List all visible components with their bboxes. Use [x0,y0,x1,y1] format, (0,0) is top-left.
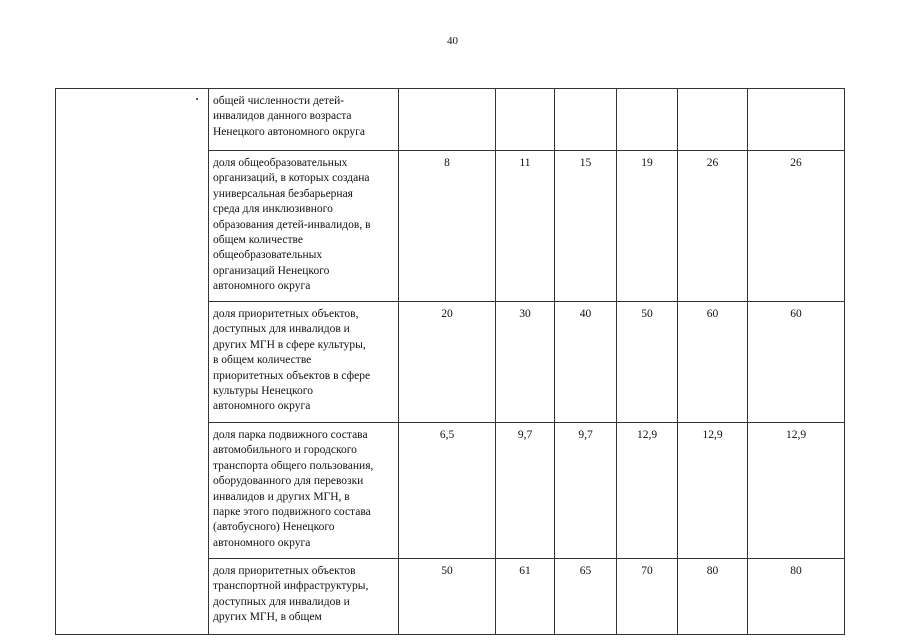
value-cell: 12,9 [748,423,845,559]
value-cell: 70 [617,559,678,635]
description-line: культуры Ненецкого [213,385,313,398]
indicator-description-cell [209,302,399,423]
value-cell [617,89,678,151]
indicator-description-cell [209,423,399,559]
description-line: доступных для инвалидов и [213,595,350,608]
description-line: доля приоритетных объектов [213,565,356,577]
value-cell: 26 [678,151,748,302]
value-cell: 20 [399,302,496,423]
value-cell [748,89,845,151]
value-cell: 60 [748,302,845,423]
value-cell: 12,9 [617,423,678,559]
value-cell: 40 [555,302,617,423]
value-cell: 9,7 [496,423,555,559]
indicator-description-cell [209,89,399,151]
description-line: общей численности детей- [213,95,345,107]
value-cell: 6,5 [399,423,496,559]
description-line: среда для инклюзивного [213,203,333,216]
value-cell: 19 [617,151,678,302]
value-cell: 9,7 [555,423,617,559]
value-cell: 50 [617,302,678,423]
description-line: других МГН в сфере культуры, [213,338,366,351]
indicator-table [55,88,845,635]
description-line: образования детей-инвалидов, в [213,218,371,231]
description-line: парке этого подвижного состава [213,506,371,519]
description-line: автомобильного и городского [213,444,357,457]
value-cell: 50 [399,559,496,635]
value-cell [496,89,555,151]
description-line: автономного округа [213,280,311,293]
description-line: универсальная безбарьерная [213,187,353,200]
description-line: общеобразовательных [213,249,323,262]
indicator-description-cell [209,151,399,302]
value-cell: 80 [748,559,845,635]
value-cell: 12,9 [678,423,748,559]
description-line: приоритетных объектов в сфере [213,369,371,382]
value-cell: 8 [399,151,496,302]
value-cell: 60 [678,302,748,423]
description-line: организаций, в которых создана [213,172,370,185]
page-number: 40 [447,35,458,47]
table-row [56,89,845,151]
value-cell: 26 [748,151,845,302]
description-line: инвалидов данного возраста [213,110,352,123]
description-line: доступных для инвалидов и [213,323,350,336]
description-line: организаций Ненецкого [213,264,330,277]
value-cell: 30 [496,302,555,423]
value-cell [678,89,748,151]
description-line: доля приоритетных объектов, [213,308,359,320]
description-line: других МГН, в общем [213,611,322,624]
description-line: транспортной инфраструктуры, [213,580,369,593]
description-line: автономного округа [213,400,311,413]
description-line: Ненецкого автономного округа [213,125,365,138]
description-line: в общем количестве [213,354,312,367]
description-line: оборудованного для перевозки [213,475,364,488]
value-cell: 61 [496,559,555,635]
indicator-description-cell [209,559,399,635]
description-line: автономного округа [213,536,311,549]
description-line: общем количестве [213,234,303,247]
description-line: (автобусного) Ненецкого [213,521,335,534]
value-cell: 15 [555,151,617,302]
value-cell: 65 [555,559,617,635]
description-line: транспорта общего пользования, [213,459,374,472]
empty-first-column-cell [56,89,209,635]
description-line: инвалидов и других МГН, в [213,490,350,503]
description-line: доля парка подвижного состава [213,429,368,441]
description-line: доля общеобразовательных [213,157,348,169]
value-cell: 11 [496,151,555,302]
value-cell [399,89,496,151]
value-cell [555,89,617,151]
value-cell: 80 [678,559,748,635]
